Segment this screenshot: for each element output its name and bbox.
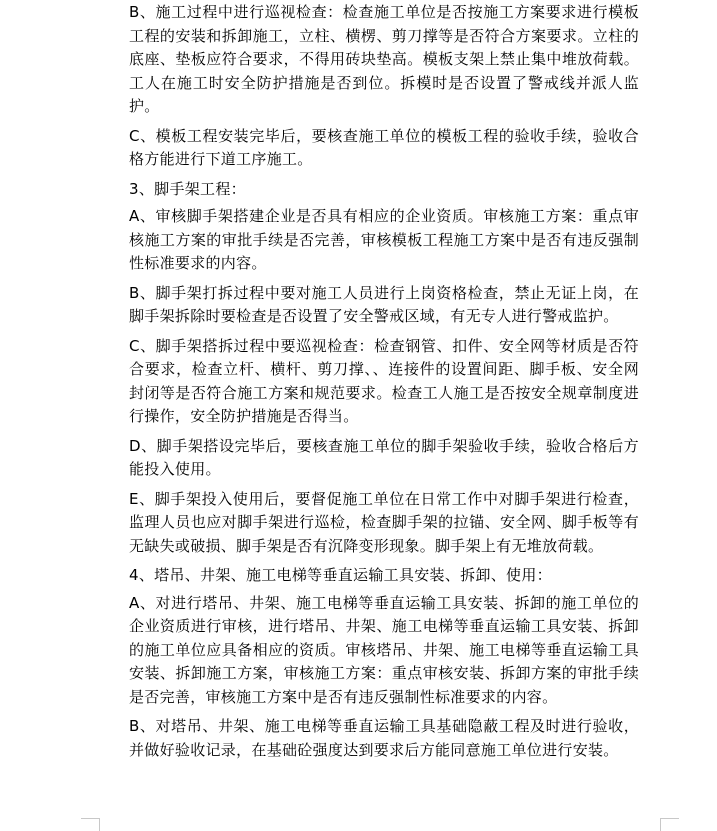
section-heading-scaffolding: 3、脚手架工程：: [129, 179, 246, 198]
paragraph-scaffolding-e: E、脚手架投入使用后，要督促施工单位在日常工作中对脚手架进行检查，监理人员也应对脚手架进行巡检，检查脚手架的拉锚、安全网、脚手板等有无缺失或破损、脚手架是否有沉降变形现象。脚手架上有无堆放荷载。: [129, 489, 639, 555]
section-heading-vertical-transport: 4、塔吊、井架、施工电梯等垂直运输工具安装、拆卸、使用：: [129, 566, 552, 584]
paragraph-formwork-b: B、施工过程中进行巡视检查：检查施工单位是否按施工方案要求进行模板工程的安装和拆卸施工，立柱、横楞、剪刀撑等是否符合方案要求。立柱的底座、垫板应符合要求，不得用砖块垫高。模板支架上禁止集中堆放荷载。工人在施工时安全防护措施是否到位。拆模时是否设置了警戒线并派人监护。: [129, 3, 639, 115]
paragraph-vertical-transport-b: B、对塔吊、井架、施工电梯等垂直运输工具基础隐蔽工程及时进行验收，并做好验收记录，在基础砼强度达到要求后方能同意施工单位进行安装。: [129, 717, 639, 759]
paragraph-scaffolding-a: A、审核脚手架搭建企业是否具有相应的企业资质。审核施工方案：重点审核施工方案的审批手续是否完善，审核模板工程施工方案中是否有违反强制性标准要求的内容。: [129, 207, 639, 272]
paragraph-vertical-transport-a: A、对进行塔吊、井架、施工电梯等垂直运输工具安装、拆卸的施工单位的企业资质进行审核，进行塔吊、井架、施工电梯等垂直运输工具安装、拆卸的施工单位应具备相应的资质。审核塔吊、井架、施工电梯等垂直运输工具安装、拆卸施工方案，审核施工方案：重点审核安装、拆卸方案的审批手续是否完善，审核施工方案中是否有违反强制性标准要求的内容。: [129, 593, 639, 706]
paragraph-scaffolding-b: B、脚手架打拆过程中要对施工人员进行上岗资格检查，禁止无证上岗，在脚手架拆除时要检查是否设置了安全警戒区域，有无专人进行警戒监护。: [129, 283, 639, 325]
paragraph-formwork-c: C、模板工程安装完毕后，要核查施工单位的模板工程的验收手续，验收合格方能进行下道工序施工。: [129, 126, 639, 168]
document-body: [129, 1, 639, 768]
paragraph-scaffolding-d: D、脚手架搭设完毕后，要核查施工单位的脚手架验收手续，验收合格后方能投入使用。: [129, 436, 639, 478]
margin-corner-bottom-right: [660, 818, 679, 831]
margin-corner-bottom-left: [81, 818, 100, 831]
paragraph-scaffolding-c: C、脚手架搭拆过程中要巡视检查：检查钢管、扣件、安全网等材质是否符合要求，检查立杆、横杆、剪刀撑、、连接件的设置间距、脚手板、安全网封闭等是否符合施工方案和规范要求。检查工人施工是否按安全规章制度进行操作，安全防护措施是否得当。: [129, 336, 639, 425]
